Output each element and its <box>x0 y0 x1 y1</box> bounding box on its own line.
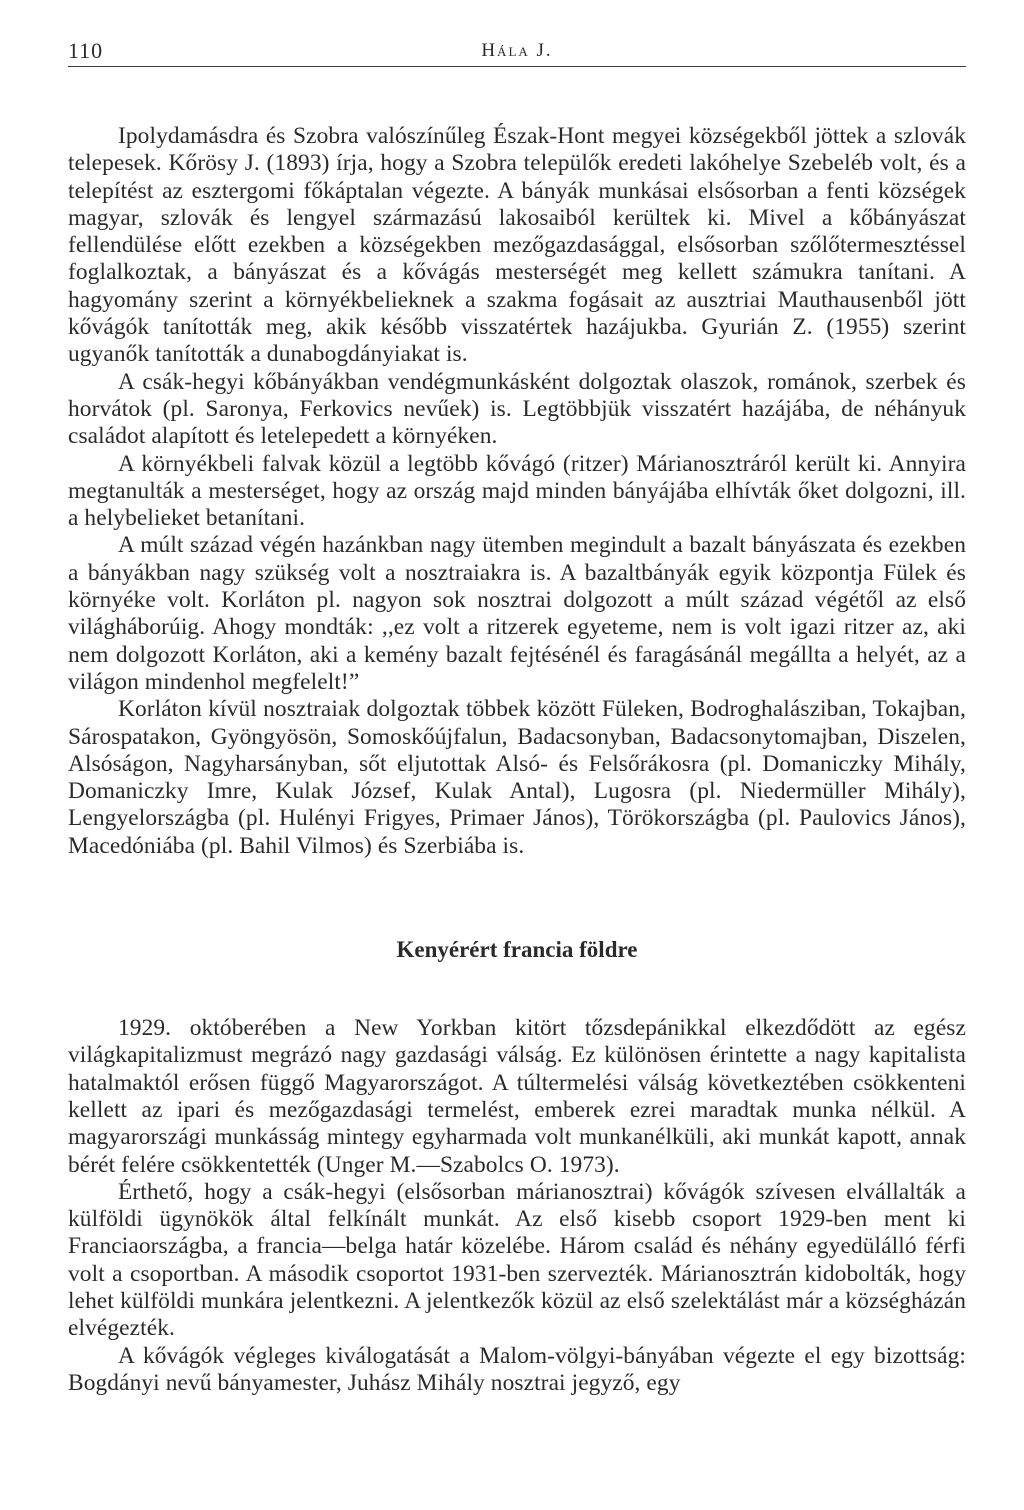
running-head: Hála J. <box>481 40 553 61</box>
paragraph: A múlt század végén hazánkban nagy ütemben megindult a bazalt bányászata és ezekben a bányákban nagy szükség volt a nosztraiakra is. A bazaltbányák egyik központja Fülek és környéke volt. Korláton pl. nagyon sok nosztrai dolgozott a múlt század végétől az első világháborúig. Ahogy mondták: ,,ez volt a ritzerek egyeteme, nem is volt igazi ritzer az, aki nem dolgozott Korláton, aki a kemény bazalt fejtésénél és faragásánál megállta a helyét, az a világon mindenhol megfelelt!” <box>68 532 966 695</box>
section-heading: Kenyérért francia földre <box>396 937 638 963</box>
page-header <box>68 32 966 67</box>
paragraph: A csák-hegyi kőbányákban vendégmunkásként dolgoztak olaszok, románok, szerbek és horvátok (pl. Saronya, Ferkovics nevűek) is. Legtöbbjük visszatért hazájába, de néhányuk családot alapított és letelepedett a környéken. <box>68 368 966 450</box>
paragraph: Ipolydamásdra és Szobra valószínűleg Észak-Hont megyei községekből jöttek a szlovák telepesek. Kőrösy J. (1893) írja, hogy a Szobra települők eredeti lakóhelye Szebeléb volt, és a telepítést az esztergomi főkáptalan végezte. A bányák munkásai elsősorban a fenti községek magyar, szlovák és lengyel származású lakosaiból kerültek ki. Mivel a kőbányászat fellendülése előtt ezekben a községekben mezőgazdasággal, elsősorban szőlőtermesztéssel foglalkoztak, a bányászat és a kővágás mesterségét meg kellett számukra tanítani. A hagyomány szerint a környékbelieknek a szakma fogásait az ausztriai Mauthausenből jött kővágók tanították meg, akik később visszatértek hazájukba. Gyurián Z. (1955) szerint ugyanők tanították a dunabogdányiakat is. <box>68 123 966 368</box>
paragraph: A kővágók végleges kiválogatását a Malom-völgyi-bányában végezte el egy bizottság: Bogdányi nevű bányamester, Juhász Mihály nosztrai jegyző, egy <box>68 1342 966 1396</box>
paragraph: 1929. októberében a New Yorkban kitört tőzsdepánikkal elkezdődött az egész világkapitalizmust megrázó nagy gazdasági válság. Ez különösen érintette a nagy kapitalista hatalmaktól erősen függő Magyarországot. A túltermelési válság következtében csökkenteni kellett az ipari és mezőgazdasági termelést, emberek ezrei maradtak munka nélkül. A magyarországi munkásság mintegy egyharmada volt munkanélküli, aki munkát kapott, annak bérét felére csökkentették (Unger M.—Szabolcs O. 1973). <box>68 1015 966 1178</box>
section-two <box>68 1015 966 1397</box>
section-one <box>68 123 966 860</box>
paragraph: Korláton kívül nosztraiak dolgoztak többek között Füleken, Bodroghalásziban, Tokajban, Sárospatakon, Gyöngyösön, Somoskőújfalun, Badacsonyban, Badacsonytomajban, Diszelen, Alsóságon, Nagyharsányban, sőt eljutottak Alsó- és Felsőrákosra (pl. Domaniczky Mihály, Domaniczky Imre, Kulak József, Kulak Antal), Lugosra (pl. Niedermüller Mihály), Lengyelországba (pl. Hulényi Frigyes, Primaer János), Törökországba (pl. Paulovics János), Macedóniába (pl. Bahil Vilmos) és Szerbiába is. <box>68 696 966 859</box>
page-body <box>68 123 966 1397</box>
paragraph: A környékbeli falvak közül a legtöbb kővágó (ritzer) Márianosztráról került ki. Annyira megtanulták a mesterséget, hogy az ország majd minden bányájába elhívták őket dolgozni, ill. a helybelieket betanítani. <box>68 450 966 532</box>
paragraph: Érthető, hogy a csák-hegyi (elsősorban márianosztrai) kővágók szívesen elvállalták a külföldi ügynökök által felkínált munkát. Az első kisebb csoport 1929-ben ment ki Franciaországba, a francia—belga határ közelébe. Három család és néhány egyedülálló férfi volt a csoportban. A második csoportot 1931-ben szervezték. Márianosztrán kidobolták, hogy lehet külföldi munkára jelentkezni. A jelentkezők közül az első szelektálást már a községházán elvégezték. <box>68 1178 966 1342</box>
document-page <box>68 32 966 1397</box>
page-number: 110 <box>68 38 104 63</box>
